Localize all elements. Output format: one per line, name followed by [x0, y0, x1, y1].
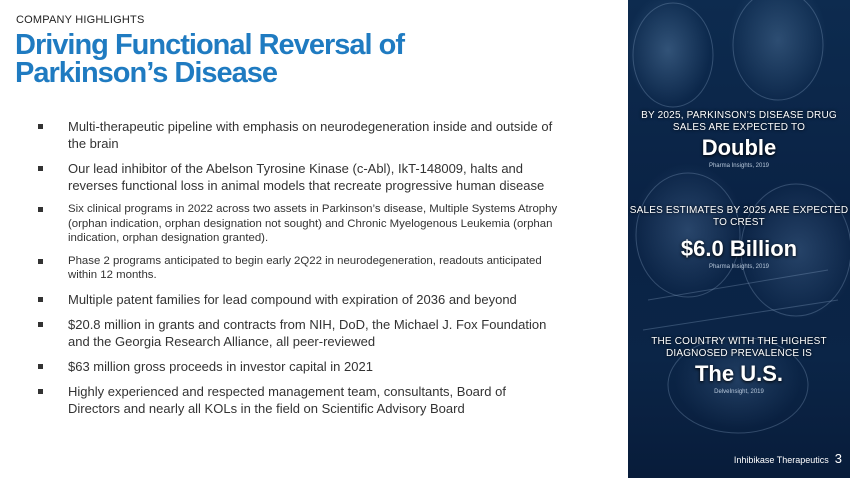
- stat-value: $6.0 Billion: [680, 236, 798, 261]
- slide-footer: [734, 451, 842, 466]
- stats-panel: [628, 0, 850, 478]
- bullet-item: $63 million gross proceeds in investor capital in 2021: [38, 358, 558, 375]
- eyebrow-label: COMPANY HIGHLIGHTS: [16, 14, 145, 26]
- bullet-item: $20.8 million in grants and contracts from NIH, DoD, the Michael J. Fox Foundation and the Georgia Research Alliance, all peer-reviewed: [38, 316, 558, 350]
- stat-value: The U.S.: [694, 361, 783, 386]
- stat-sales-double: [628, 110, 850, 169]
- stat-label: THE COUNTRY WITH THE HIGHEST DIAGNOSED PREVALENCE IS: [651, 336, 827, 359]
- bullet-item: Highly experienced and respected management team, consultants, Board of Directors and nearly all KOLs in the field on Scientific Advisory Board: [38, 383, 558, 417]
- stat-sales-estimate: [628, 205, 850, 270]
- stat-source: Pharma Insights, 2019: [708, 264, 770, 270]
- highlights-list: [38, 118, 558, 425]
- page-title: Driving Functional Reversal of Parkinson’s Disease: [15, 29, 404, 89]
- stat-country: [628, 336, 850, 395]
- bullet-item: Multi-therapeutic pipeline with emphasis on neurodegeneration inside and outside of the brain: [38, 118, 558, 152]
- stat-source: DelveInsight, 2019: [714, 389, 764, 395]
- bullet-item: Our lead inhibitor of the Abelson Tyrosine Kinase (c-Abl), IkT-148009, halts and reverses functional loss in animal models that recreate progressive human disease: [38, 160, 558, 194]
- bullet-item: Multiple patent families for lead compound with expiration of 2036 and beyond: [38, 291, 558, 308]
- bullet-item: Six clinical programs in 2022 across two assets in Parkinson’s disease, Multiple Systems Atrophy (orphan indication, orphan designation not sought) and Chronic Myelogenous Leukemia (orphan indication, orphan designation granted).: [38, 202, 558, 246]
- company-name: Inhibikase Therapeutics: [733, 455, 829, 465]
- bullet-item: Phase 2 programs anticipated to begin early 2Q22 in neurodegeneration, readouts anticipated within 12 months.: [38, 254, 558, 283]
- stat-value: Double: [701, 135, 777, 160]
- stat-label: BY 2025, PARKINSON’S DISEASE DRUG SALES ARE EXPECTED TO: [641, 110, 837, 133]
- page-number: 3: [834, 451, 842, 466]
- stat-label: SALES ESTIMATES BY 2025 ARE EXPECTED TO CREST: [629, 205, 849, 228]
- stat-source: Pharma Insights, 2019: [708, 163, 770, 169]
